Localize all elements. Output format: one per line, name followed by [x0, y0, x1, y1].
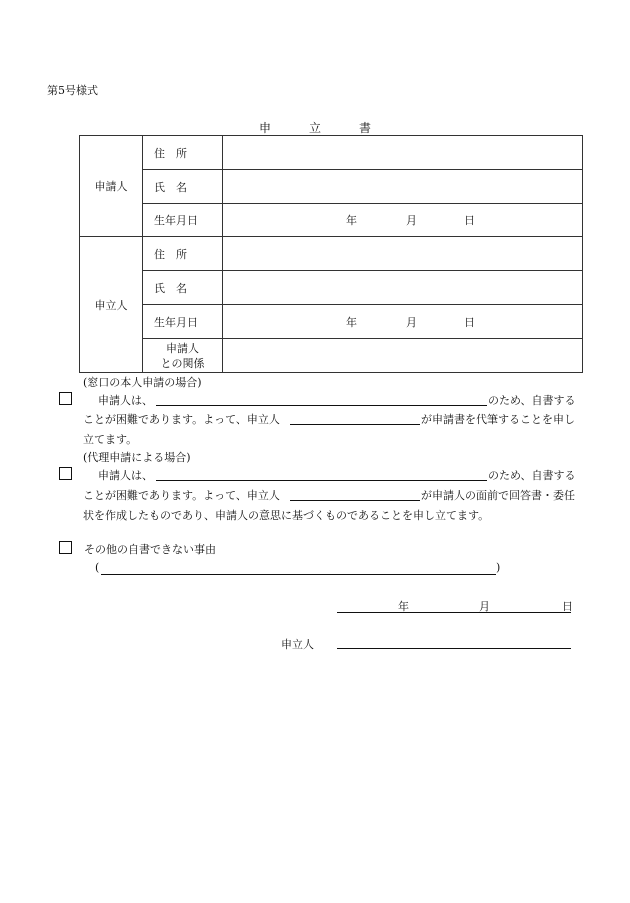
signature-year: 年	[398, 600, 409, 613]
section2-heading: (代理申請による場合)	[83, 451, 191, 464]
declarant-birth-month: 月	[406, 315, 417, 329]
declarant-birth-day: 日	[464, 315, 475, 329]
section1-line2-end: が申請書を代筆することを申し	[421, 413, 575, 426]
section3-reason-line[interactable]	[101, 574, 496, 575]
applicant-birth-day: 日	[464, 214, 475, 227]
section1-line3: 立てます。	[83, 433, 138, 446]
document-title	[0, 119, 630, 136]
declarant-address-field[interactable]	[223, 237, 583, 271]
relation-label-line2: との関係	[160, 356, 205, 370]
signature-declarant-label: 申立人	[281, 638, 314, 651]
applicant-birth-year: 年	[346, 214, 357, 227]
declarant-birth-label: 生年月日	[143, 305, 223, 339]
signature-month: 月	[479, 600, 490, 613]
relation-label-line1: 申請人	[166, 341, 199, 355]
section2-declarant-line[interactable]	[290, 500, 420, 501]
signature-date-line[interactable]	[337, 612, 571, 613]
section3-open-paren: (	[95, 561, 100, 574]
section1-declarant-line[interactable]	[290, 424, 420, 425]
applicant-name-field[interactable]	[223, 170, 583, 204]
section1-heading: (窓口の本人申請の場合)	[83, 376, 202, 389]
signature-declarant-line[interactable]	[337, 648, 571, 649]
declarant-birth-year: 年	[346, 315, 357, 329]
section3-label: その他の自書できない事由	[84, 543, 216, 556]
declarant-name-field[interactable]	[223, 271, 583, 305]
signature-day: 日	[562, 600, 573, 613]
applicant-birth-field[interactable]	[223, 204, 583, 237]
declarant-relation-field[interactable]	[223, 339, 583, 373]
section3-checkbox[interactable]	[59, 541, 72, 554]
declarant-relation-label	[143, 339, 223, 373]
application-table	[79, 135, 583, 373]
declarant-name-label: 氏 名	[143, 271, 223, 305]
section2-line1-end: のため、自書する	[488, 469, 576, 482]
section1-line1-start: 申請人は、	[98, 394, 153, 407]
applicant-birth-label: 生年月日	[143, 204, 223, 237]
section2-line2-end: が申請人の面前で回答書・委任	[421, 489, 575, 502]
section2-checkbox[interactable]	[59, 467, 72, 480]
section1-checkbox[interactable]	[59, 392, 72, 405]
applicant-group-label: 申請人	[80, 136, 143, 237]
title-char-3: 書	[359, 121, 372, 135]
declarant-birth-field[interactable]	[223, 305, 583, 339]
applicant-address-field[interactable]	[223, 136, 583, 170]
section2-line1-start: 申請人は、	[98, 469, 153, 482]
title-char-1: 申	[258, 121, 271, 135]
section3-close-paren: )	[496, 561, 501, 574]
section2-reason-line[interactable]	[156, 480, 487, 481]
section2-line3: 状を作成したものであり、申請人の意思に基づくものであることを申し立てます。	[83, 509, 490, 522]
declarant-address-label: 住 所	[143, 237, 223, 271]
section1-reason-line[interactable]	[156, 405, 487, 406]
applicant-birth-month: 月	[406, 214, 417, 227]
section1-line2-start: ことが困難であります。よって、申立人	[83, 413, 280, 426]
applicant-address-label: 住 所	[143, 136, 223, 170]
applicant-name-label: 氏 名	[143, 170, 223, 204]
section1-line1-end: のため、自書する	[488, 394, 576, 407]
form-number: 第5号様式	[47, 84, 98, 97]
title-char-2: 立	[308, 121, 321, 135]
declarant-group-label: 申立人	[80, 237, 143, 373]
section2-line2-start: ことが困難であります。よって、申立人	[83, 489, 280, 502]
